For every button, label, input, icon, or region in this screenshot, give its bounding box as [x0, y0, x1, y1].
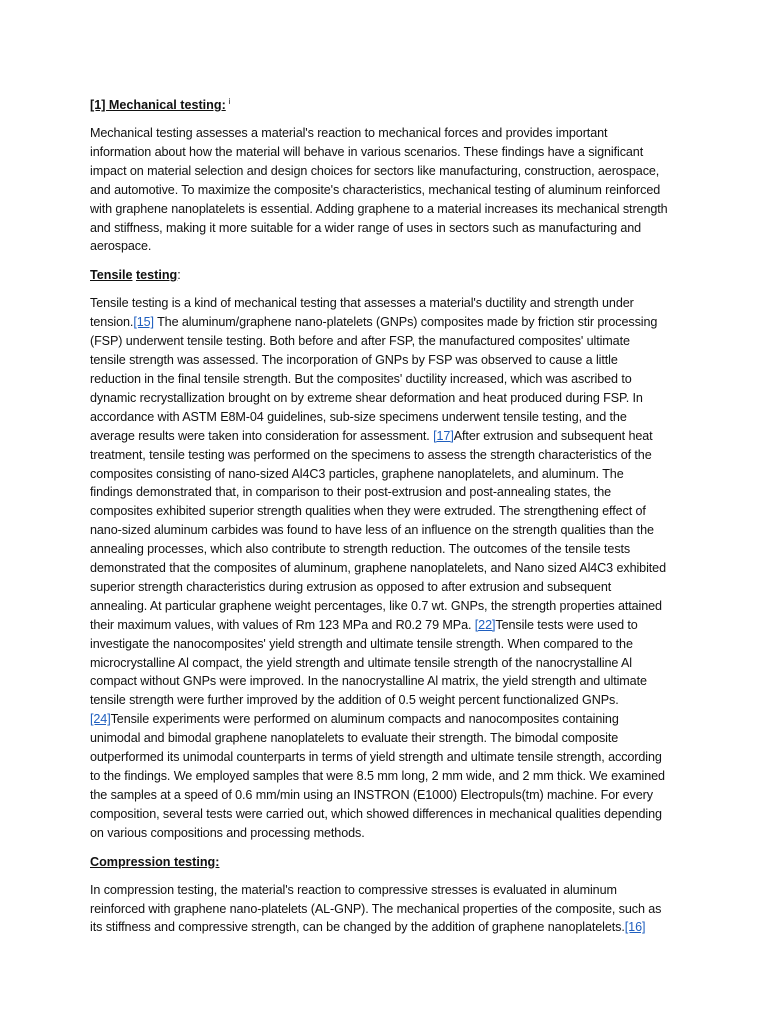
- citation-link[interactable]: [15]: [133, 315, 154, 330]
- tensile-testing-heading: [90, 266, 668, 284]
- tensile-text-2: The aluminum/graphene nano-platelets (GNPs) composites made by friction stir processing (FSP) underwent tensile testing. Both before and after FSP, the manufactured composites' ultimate tensile strength was assessed. The incorporation of GNPs by FSP was observed to cause a little reduction in the final tensile strength. But the composites' ductility increased, which was ascribed to dynamic recrystallization brought on by extreme shear deformation and heat produced during FSP. In accordance with ASTM E8M-04 guidelines, sub-size specimens underwent tensile testing, and the average results were taken into consideration for assessment.: [90, 315, 658, 443]
- tensile-text-1: Tensile testing is a kind of mechanical testing that assesses a material's ductility and strength under tension.: [90, 296, 634, 330]
- tensile-heading-colon: :: [177, 268, 181, 283]
- compression-testing-heading: [90, 853, 668, 871]
- tensile-text-5: Tensile experiments were performed on aluminum compacts and nanocomposites containing unimodal and bimodal graphene nanoplatelets to evaluate their strength. The bimodal composite outperformed its unimodal counterparts in terms of yield strength and ultimate tensile strength, according to the findings. We employed samples that were 8.5 mm long, 2 mm wide, and 2 mm thick. We examined the samples at a speed of 0.6 mm/min using an INSTRON (E1000) Electropuls(tm) machine. For every composition, several tests were carried out, which showed differences in mechanical qualities depending on various compositions and processing methods.: [90, 712, 665, 840]
- compression-text-1: In compression testing, the material's reaction to compressive stresses is evaluated in aluminum reinforced with graphene nano-platelets (AL-GNP). The mechanical properties of the composite, such as its stiffness and compressive strength, can be changed by the addition of graphene nanoplatelets.: [90, 882, 662, 935]
- tensile-heading-word1: Tensile: [90, 268, 133, 283]
- tensile-paragraph: [90, 294, 668, 842]
- footnote-marker[interactable]: i: [228, 97, 231, 106]
- tensile-text-4: Tensile tests were used to investigate the nanocomposites' yield strength and ultimate tensile strength. When compared to the microcrystalline Al compact, the yield strength and ultimate tensile strength of the nanocrystalline Al compact without GNPs were improved. In the nanocrystalline Al matrix, the yield strength and ultimate tensile strength were further improved by the addition of 0.5 weight percent functionalized GNPs.: [90, 617, 647, 708]
- section-heading: [90, 93, 668, 114]
- tensile-text-3: After extrusion and subsequent heat treatment, tensile testing was performed on the specimens to assess the strength characteristics of the composites consisting of nano-sized Al4C3 particles, graphene nanoplatelets, and aluminum. The findings demonstrated that, in comparison to their post-extrusion and post-annealing states, the composites exhibited superior strength qualities when they were extruded. The strengthening effect of nano-sized aluminum carbides was found to have less of an influence on the strength qualities than the annealing processes, which also contribute to strength reduction. The outcomes of the tensile tests demonstrated that the composites of aluminum, graphene nanoplatelets, and Nano sized Al4C3 exhibited superior strength characteristics during extrusion as opposed to after extrusion and subsequent annealing. At particular graphene weight percentages, like 0.7 wt. GNPs, the strength properties attained their maximum values, with values of Rm 123 MPa and R0.2 79 MPa.: [90, 428, 666, 632]
- section-heading-text: [1] Mechanical testing:: [90, 98, 226, 112]
- citation-link[interactable]: [16]: [624, 920, 646, 935]
- citation-link[interactable]: [24]: [90, 712, 111, 727]
- citation-link[interactable]: [22]: [474, 617, 496, 632]
- intro-paragraph: Mechanical testing assesses a material's reaction to mechanical forces and provides important information about how the material will behave in various scenarios. These findings have a significant impact on material selection and design choices for sectors like manufacturing, construction, aerospace, and automotive. To maximize the composite's characteristics, mechanical testing of aluminum reinforced with graphene nanoplatelets is essential. Adding graphene to a material increases its mechanical strength and stiffness, making it more suitable for a wider range of uses in sectors such as manufacturing and aerospace.: [90, 126, 668, 254]
- tensile-heading-word2: testing: [135, 268, 178, 283]
- compression-heading-text: Compression testing:: [90, 854, 220, 869]
- compression-paragraph: [90, 881, 668, 938]
- citation-link[interactable]: [17]: [433, 428, 454, 443]
